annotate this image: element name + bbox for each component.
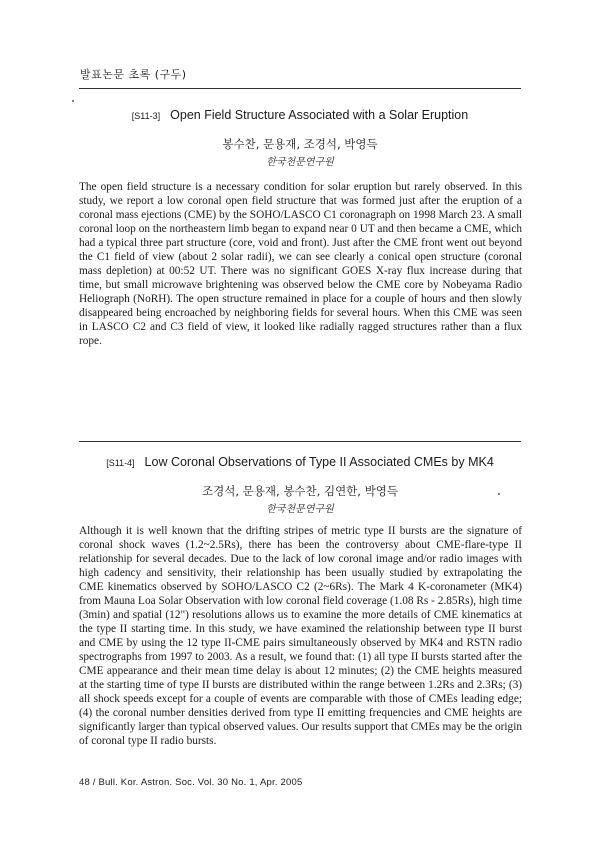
scan-speck	[498, 493, 500, 495]
abstract-affiliation: 한국천문연구원	[266, 504, 334, 515]
abstract-title: Low Coronal Observations of Type II Associated CMEs by MK4	[144, 455, 494, 469]
abstract-code: [S11-3]	[131, 111, 161, 121]
scan-speck	[72, 100, 74, 102]
abstract-code: [S11-4]	[106, 458, 135, 468]
abstract-title: Open Field Structure Associated with a Solar Eruption	[170, 108, 469, 122]
section-divider	[79, 441, 521, 442]
header-rule	[79, 88, 521, 89]
abstract-title-row	[0, 455, 600, 469]
abstract-authors: 조경석, 문용재, 봉수찬, 김연한, 박영득	[202, 484, 398, 498]
page-footer: 48 / Bull. Kor. Astron. Soc. Vol. 30 No. 1, Apr. 2005	[79, 777, 303, 788]
abstract-body: The open field structure is a necessary condition for solar eruption but rarely observed. In this study, we report a low coronal open field structure that was formed just after the eruption of a coronal mass ejections (CME) by the SOHO/LASCO C1 coronagraph on 1998 March 23. A small coronal loop on the northeastern limb began to expand near 0 UT and then became a CME, which had a typical three part structure (core, void and front). Just after the CME front went out beyond the C1 field of view (about 2 solar radii), we can see clearly a conical open structure (coronal mass depletion) at 00:52 UT. There was no significant GOES X-ray flux increase during that time, but small microwave brightening was observed below the CME core by Nobeyama Radio Heliograph (NoRH). The open structure remained in place for a couple of hours and then slowly disappeared being encroached by neighboring fields for several hours. When this CME was seen in LASCO C2 and C3 field of view, it looked like radially ragged structures rather than a flux rope.	[79, 181, 522, 347]
abstract-affiliation: 한국천문연구원	[266, 157, 334, 168]
abstract-title-row	[0, 108, 600, 122]
section-header: 발표논문 초록 (구두)	[80, 68, 187, 81]
abstract-authors: 봉수찬, 문용재, 조경석, 박영득	[222, 137, 378, 151]
abstract-body: Although it is well known that the drifting stripes of metric type II bursts are the signature of coronal shock waves (1.2~2.5Rs), there has been the controversy about CME-flare-type II relationship for several decades. Due to the lack of low coronal image and/or radio images with high cadency and sensitivity, their relationship has been usually studied by extrapolating the CME kinematics observed by SOHO/LASCO C2 (2~6Rs). The Mark 4 K-coronameter (MK4) from Mauna Loa Solar Observation with low coronal field coverage (1.08 Rs - 2.85Rs), high time (3min) and spatial (12") resolutions allows us to examine the more details of CME kinematics at the type II starting time. In this study, we have examined the relationship between type II burst and CME by using the 12 type II-CME pairs simultaneously observed by MK4 and RSTN radio spectrographs from 1997 to 2003. As a result, we found that: (1) all type II bursts started after the CME appearance and their mean time delay is about 12 minutes; (2) the CME heights measured at the starting time of type II bursts are distributed within the range between 1.2Rs and 2.3Rs; (3) all shock speeds except for a couple of events are comparable with those of CMEs leading edge; (4) the coronal number densities derived from type II emitting frequencies and CME heights are significantly larger than typical observed values. Our results support that CMEs may be the origin of coronal type II radio bursts.	[79, 525, 522, 747]
